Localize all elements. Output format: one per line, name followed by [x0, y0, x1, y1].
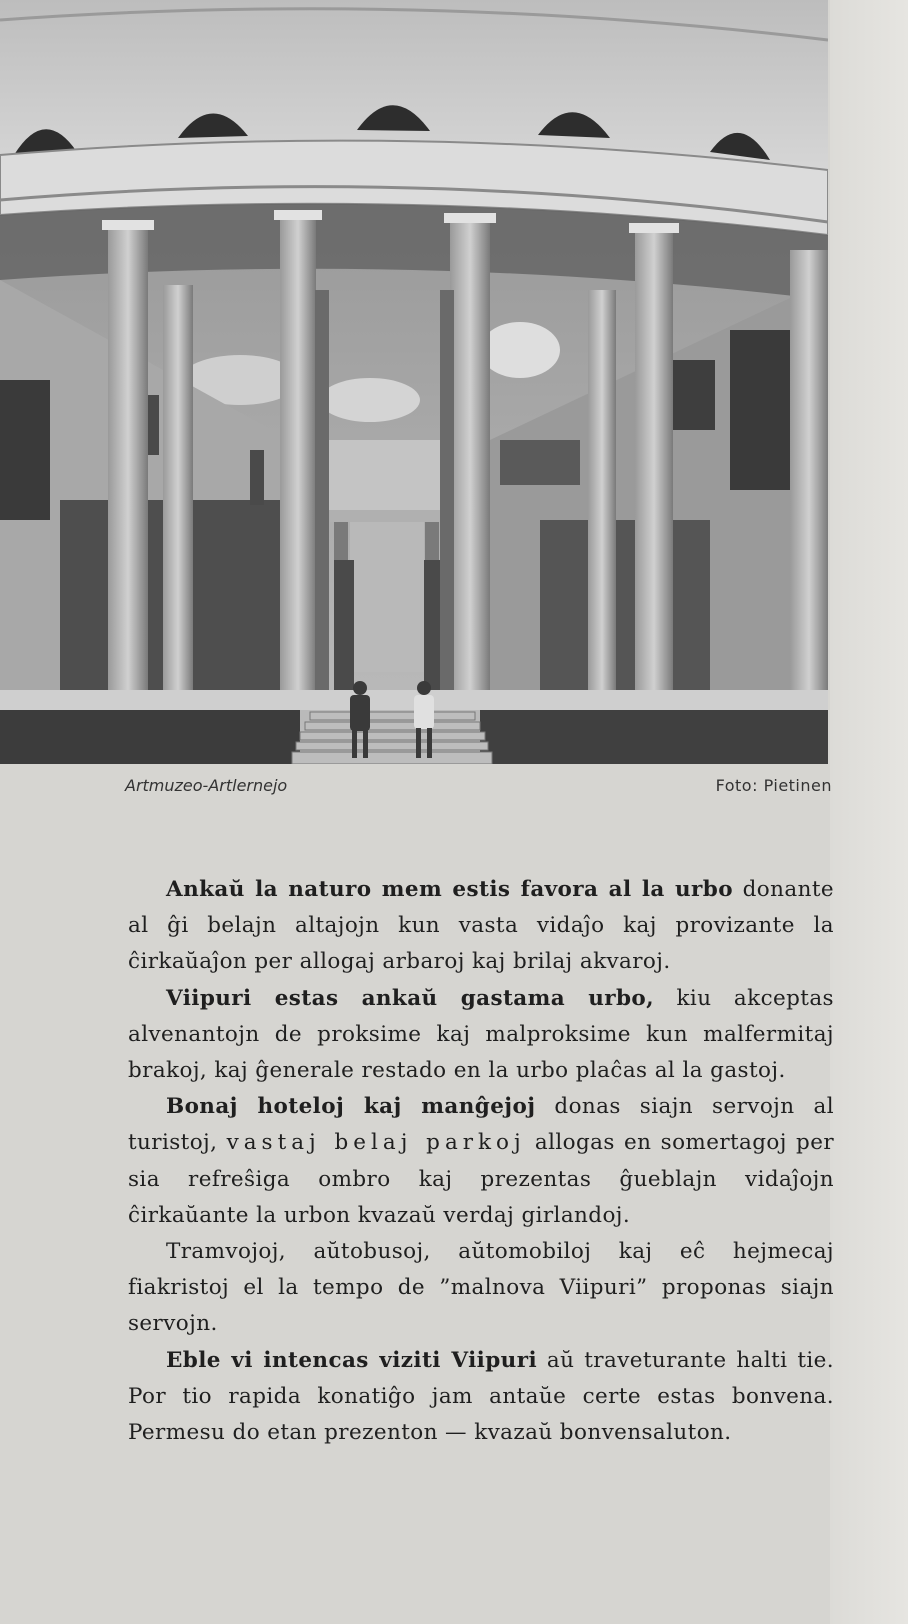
paragraph-5-text: aŭ traveturante halti tie. Por tio rapida konatiĝo jam antaŭe certe estas bonvena. Permesu do etan prezenton — kvazaŭ bonvensaluton. — [128, 1347, 834, 1446]
paragraph-3-text-b: allogas en somertagoj per sia refreŝiga ombro kaj prezentas ĝueblajn vidaĵojn ĉirkaŭante la urbon kvazaŭ verdaj girlandoj. — [128, 1130, 835, 1228]
paragraph-5 — [128, 1343, 834, 1452]
paragraph-2-text: kiu akceptas alvenantojn de proksime kaj malproksime kun malfermitaj brakoj, kaj ĝenerale restado en la urbo plaĉas al la gastoj. — [128, 985, 834, 1084]
caption-title: Artmuzeo-Artlernejo — [125, 776, 288, 795]
photo-caption — [125, 776, 832, 800]
page-margin — [830, 0, 908, 1624]
paragraph-3-lead: Bonaj hoteloj kaj manĝejoj — [166, 1094, 536, 1120]
paragraph-5-lead: Eble vi intencas viziti Viipuri — [166, 1347, 538, 1373]
paragraph-3-spaced: vastaj belaj parkoj — [226, 1130, 526, 1156]
paragraph-1-text: donante al ĝi belajn altajojn kun vasta vidaĵo kaj provizante la ĉirkaŭaĵon per allogaj arbaroj kaj brilaj akvaroj. — [128, 877, 834, 975]
paragraph-2 — [128, 981, 834, 1090]
paragraph-4-text: Tramvojoj, aŭtobusoj, aŭtomobiloj kaj eĉ hejmecaj fiakristoj el la tempo de ”malnova Viipuri” proponas siajn servojn. — [128, 1239, 834, 1337]
paragraph-1 — [128, 872, 834, 981]
paragraph-1-lead: Ankaŭ la naturo mem estis favora al la urbo — [166, 877, 733, 902]
paragraph-4 — [128, 1234, 834, 1343]
caption-credit: Foto: Pietinen — [715, 776, 832, 795]
paragraph-3 — [128, 1089, 834, 1234]
museum-colonnade-photo — [0, 0, 828, 764]
paragraph-3-text-a: donas siajn servojn al turistoj, — [128, 1094, 834, 1156]
paragraph-2-lead: Viipuri estas ankaŭ gastama urbo, — [166, 985, 655, 1011]
body-text — [128, 872, 834, 1451]
